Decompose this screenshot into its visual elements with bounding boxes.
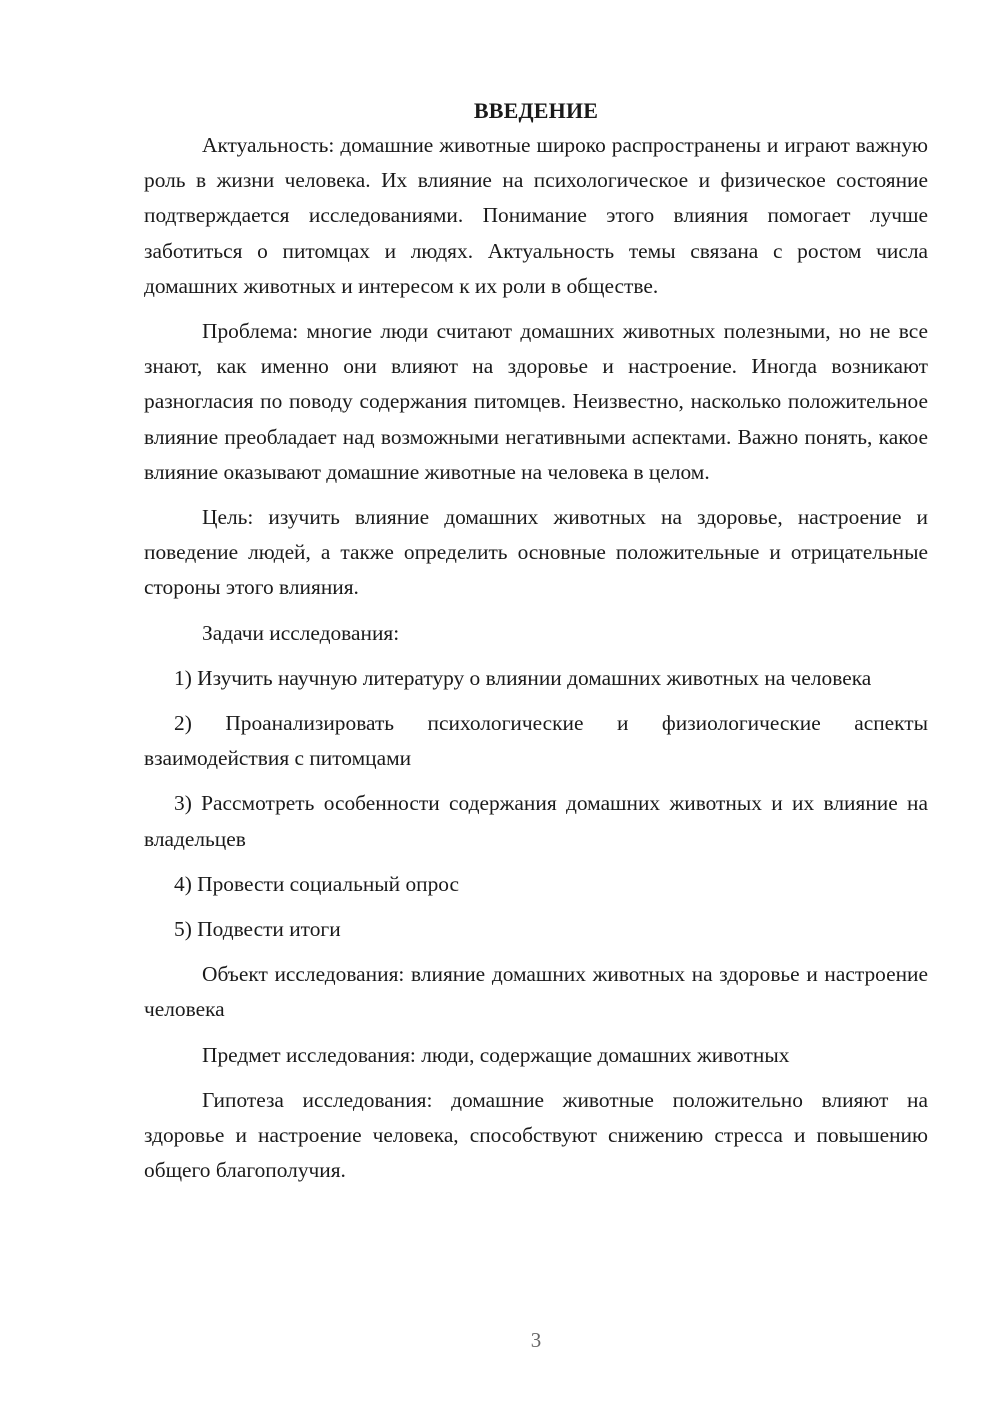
goal-paragraph: Цель: изучить влияние домашних животных на здоровье, настроение и поведение людей, а также определить основные положительные и отрицательные стороны этого влияния. — [144, 505, 928, 600]
task-item-4: 4) Провести социальный опрос — [174, 871, 460, 896]
task-item-1: 1) Изучить научную литературу о влиянии домашних животных на человека — [174, 665, 872, 690]
object-paragraph: Объект исследования: влияние домашних животных на здоровье и настроение человека — [144, 962, 928, 1022]
page-title: ВВЕДЕНИЕ — [473, 98, 599, 123]
hypothesis-paragraph: Гипотеза исследования: домашние животные положительно влияют на здоровье и настроение человека, способствуют снижению стресса и повышению общего благополучия. — [144, 1087, 928, 1183]
relevance-paragraph: Актуальность: домашние животные широко распространены и играют важную роль в жизни человека. Их влияние на психологическое и физическое состояние подтверждается исследованиями. Понимание этого влияния помогает лучше заботиться о питомцах и людях. Актуальность темы связана с ростом числа домашних животных и интересом к их роли в обществе. — [144, 133, 928, 298]
page-number: 3 — [530, 1328, 542, 1352]
problem-paragraph: Проблема: многие люди считают домашних животных полезными, но не все знают, как именно они влияют на здоровье и настроение. Иногда возникают разногласия по поводу содержания питомцев. Неизвестно, насколько положительное влияние преобладает над возможными негативными аспектами. Важно понять, какое влияние оказывают домашние животные на человека в целом. — [144, 319, 928, 484]
task-item-3: 3) Рассмотреть особенности содержания домашних животных и их влияние на владельцев — [144, 791, 928, 851]
tasks-heading: Задачи исследования: — [202, 620, 400, 645]
tasks-list — [144, 661, 928, 947]
task-item-5: 5) Подвести итоги — [174, 917, 341, 942]
document-page — [144, 94, 928, 1198]
subject-paragraph: Предмет исследования: люди, содержащие домашних животных — [202, 1042, 790, 1067]
task-item-2: 2) Проанализировать психологические и физиологические аспекты взаимодействия с питомцами — [144, 711, 928, 771]
